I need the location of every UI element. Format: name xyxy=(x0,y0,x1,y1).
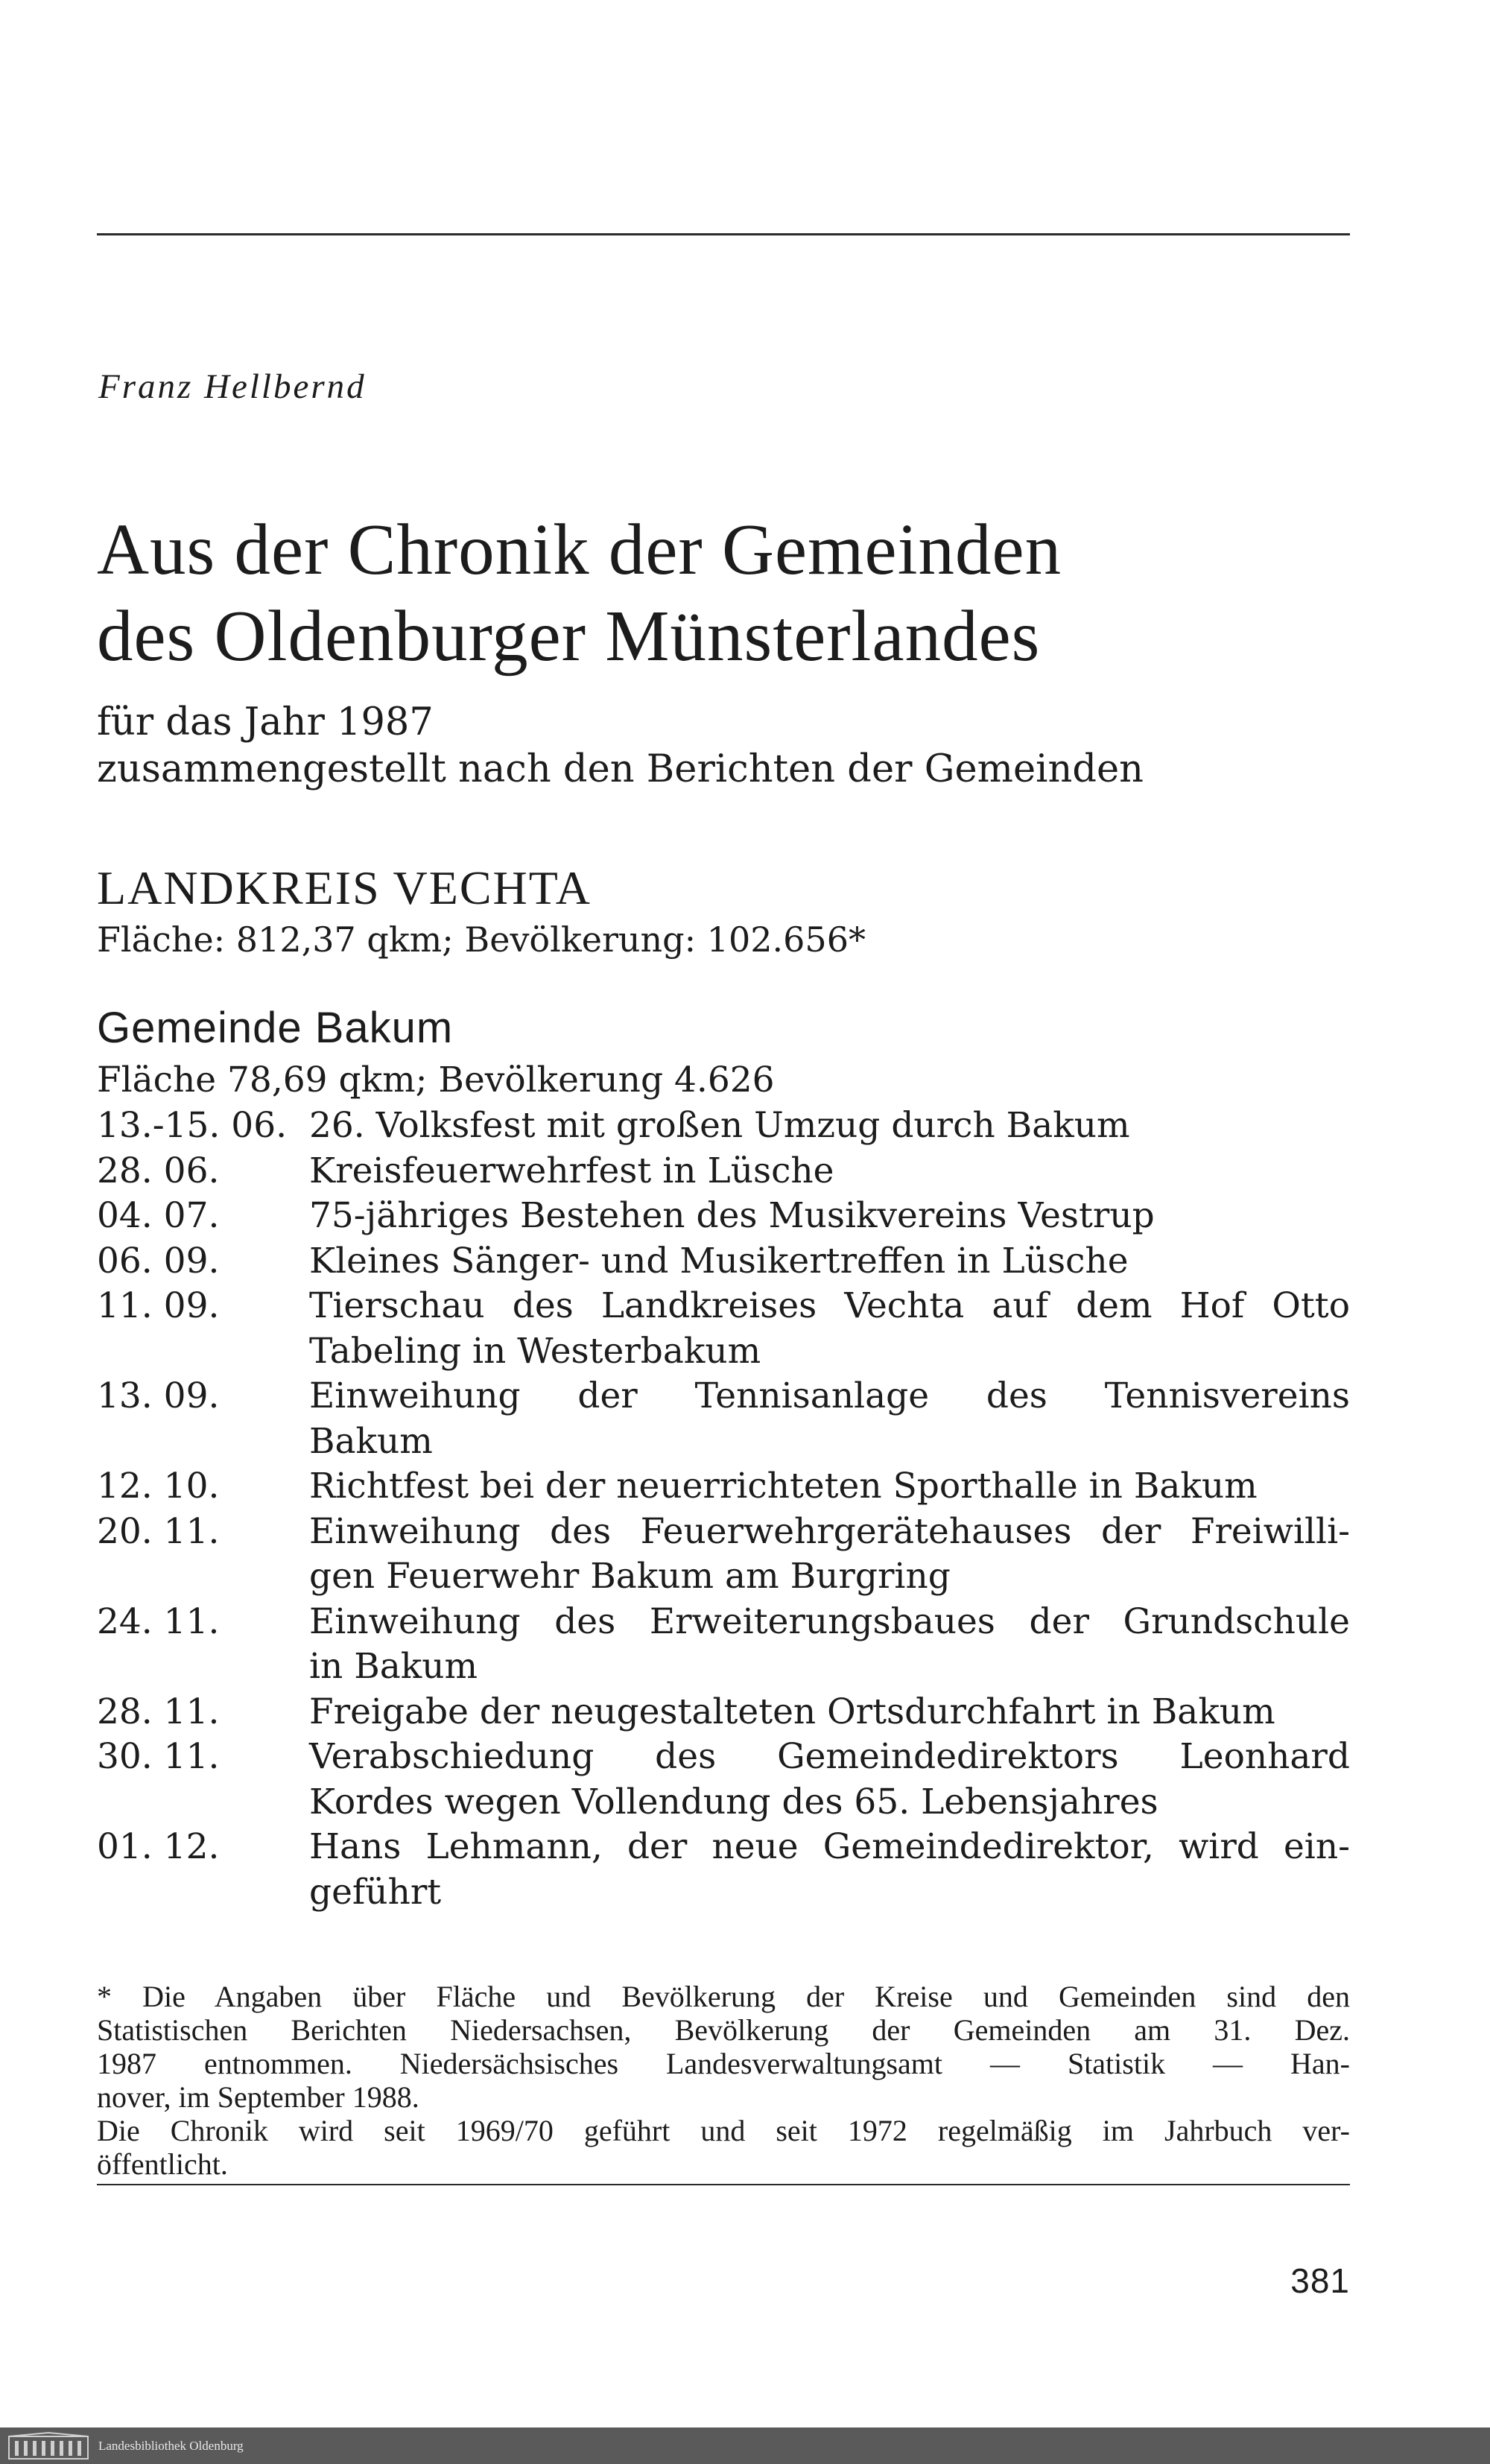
event-description-line: Richtfest bei der neuerrichteten Sporthalle in Bakum xyxy=(309,1466,1258,1507)
article-title xyxy=(97,507,1062,680)
event-date: 13.-15. 06. xyxy=(97,1105,288,1146)
municipality-heading: Gemeinde Bakum xyxy=(97,1004,454,1052)
footnote-line: Die Chronik wird seit 1969/70 geführt und seit 1972 regelmäßig im Jahrbuch ver- xyxy=(97,2114,1350,2147)
footnote-bottom-rule xyxy=(97,2184,1350,2185)
event-row xyxy=(97,1194,1350,1239)
event-description-line: Bakum xyxy=(309,1420,433,1462)
top-rule xyxy=(97,233,1350,235)
event-date: 24. 11. xyxy=(97,1600,220,1642)
event-list xyxy=(97,1103,1350,1915)
event-description-line: Einweihung des Erweiterungsbaues der Grundschule xyxy=(309,1600,1350,1642)
district-stats: Fläche: 812,37 qkm; Bevölkerung: 102.656* xyxy=(97,919,866,960)
event-date: 01. 12. xyxy=(97,1826,220,1867)
event-description-line: 75-jähriges Bestehen des Musikvereins Vestrup xyxy=(309,1195,1155,1236)
event-row xyxy=(97,1239,1350,1285)
library-building-icon xyxy=(7,2432,89,2460)
event-description-line: Tabeling in Westerbakum xyxy=(309,1330,761,1372)
page-number: 381 xyxy=(1290,2261,1350,2300)
event-description-line: Hans Lehmann, der neue Gemeindedirektor, wird ein- xyxy=(309,1826,1350,1867)
event-description xyxy=(309,1284,1350,1374)
district-heading: LANDKREIS VECHTA xyxy=(97,861,592,914)
event-description-line: 26. Volksfest mit großen Umzug durch Bakum xyxy=(309,1105,1130,1146)
event-description xyxy=(309,1510,1350,1600)
event-date: 04. 07. xyxy=(97,1195,220,1236)
title-line: Aus der Chronik der Gemeinden xyxy=(97,510,1062,589)
author-name: Franz Hellbernd xyxy=(98,367,367,406)
event-description xyxy=(309,1600,1350,1690)
event-description xyxy=(309,1194,1350,1239)
event-description xyxy=(309,1735,1350,1825)
event-row xyxy=(97,1374,1350,1464)
footnote-line: öffentlicht. xyxy=(97,2147,228,2181)
event-description xyxy=(309,1374,1350,1464)
event-date: 30. 11. xyxy=(97,1736,220,1777)
event-description xyxy=(309,1149,1350,1194)
event-description xyxy=(309,1103,1350,1149)
event-description-line: gen Feuerwehr Bakum am Burgring xyxy=(309,1556,951,1597)
article-subtitle xyxy=(97,699,1144,793)
library-name: Landesbibliothek Oldenburg xyxy=(98,2438,244,2453)
municipality-stats: Fläche 78,69 qkm; Bevölkerung 4.626 xyxy=(97,1060,775,1100)
event-date: 28. 11. xyxy=(97,1691,220,1732)
footnote-line: Statistischen Berichten Niedersachsen, Bevölkerung der Gemeinden am 31. Dez. xyxy=(97,2013,1350,2047)
event-date: 11. 09. xyxy=(97,1285,220,1326)
event-row xyxy=(97,1825,1350,1915)
event-row xyxy=(97,1149,1350,1194)
event-description-line: geführt xyxy=(309,1871,442,1913)
event-description-line: Einweihung der Tennisanlage des Tennisvereins xyxy=(309,1375,1350,1416)
event-row xyxy=(97,1690,1350,1735)
event-description-line: Freigabe der neugestalteten Ortsdurchfahrt in Bakum xyxy=(309,1691,1275,1732)
footnote-line: 1987 entnommen. Niedersächsisches Landesverwaltungsamt — Statistik — Han- xyxy=(97,2047,1350,2080)
event-row xyxy=(97,1735,1350,1825)
event-description-line: Kordes wegen Vollendung des 65. Lebensjahres xyxy=(309,1781,1158,1822)
event-description xyxy=(309,1825,1350,1915)
event-row xyxy=(97,1510,1350,1600)
event-date: 12. 10. xyxy=(97,1466,220,1507)
event-description xyxy=(309,1464,1350,1510)
event-description-line: Kleines Sänger- und Musikertreffen in Lüsche xyxy=(309,1240,1129,1282)
event-row xyxy=(97,1284,1350,1374)
event-description-line: Einweihung des Feuerwehrgerätehauses der Freiwilli- xyxy=(309,1510,1350,1552)
event-description-line: Kreisfeuerwehrfest in Lüsche xyxy=(309,1150,834,1191)
event-row xyxy=(97,1103,1350,1149)
footnote-line: nover, im September 1988. xyxy=(97,2080,419,2114)
footnote-line: * Die Angaben über Fläche und Bevölkerung der Kreise und Gemeinden sind den xyxy=(97,1980,1350,2013)
library-footer-bar xyxy=(0,2427,1490,2464)
event-description-line: in Bakum xyxy=(309,1646,478,1687)
event-description-line: Verabschiedung des Gemeindedirektors Leonhard xyxy=(309,1736,1350,1777)
event-description-line: Tierschau des Landkreises Vechta auf dem Hof Otto xyxy=(309,1285,1350,1326)
event-description xyxy=(309,1690,1350,1735)
event-description xyxy=(309,1239,1350,1285)
subtitle-line: zusammengestellt nach den Berichten der Gemeinden xyxy=(97,747,1144,791)
event-date: 20. 11. xyxy=(97,1510,220,1552)
footnote xyxy=(97,1980,1350,2181)
event-date: 13. 09. xyxy=(97,1375,220,1416)
event-date: 28. 06. xyxy=(97,1150,220,1191)
title-line: des Oldenburger Münsterlandes xyxy=(97,596,1041,676)
event-date: 06. 09. xyxy=(97,1240,220,1282)
subtitle-line: für das Jahr 1987 xyxy=(97,700,434,744)
event-row xyxy=(97,1600,1350,1690)
event-row xyxy=(97,1464,1350,1510)
